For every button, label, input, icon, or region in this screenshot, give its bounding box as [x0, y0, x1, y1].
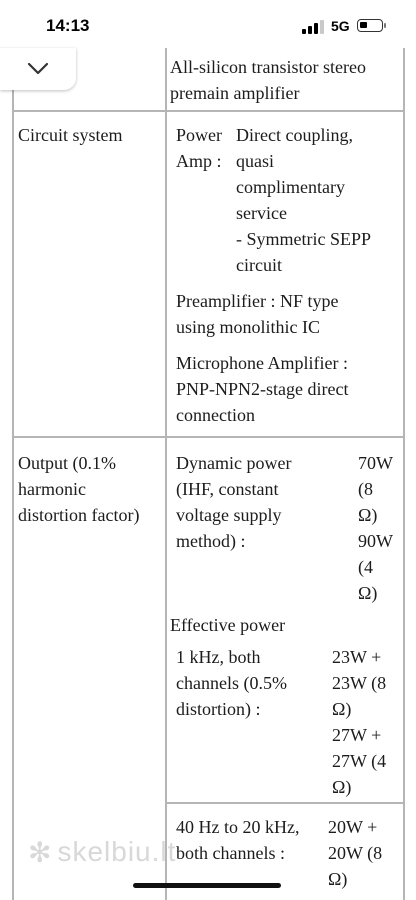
table-border-left: [12, 48, 14, 900]
range-label: both channels :: [176, 843, 285, 863]
dynamic-power-value: (8: [358, 479, 373, 499]
one-khz-value: 27W (4: [332, 751, 387, 771]
preamp-line: using monolithic IC: [176, 317, 320, 337]
one-khz-label: distortion) :: [176, 699, 261, 719]
power-amp-line: complimentary: [236, 177, 345, 197]
table-subrow-divider: [165, 802, 404, 804]
table-row-divider: [12, 110, 404, 112]
power-amp-line: Direct coupling,: [236, 125, 353, 145]
power-amp-line: - Symmetric SEPP: [236, 229, 372, 249]
status-time: 14:13: [46, 16, 90, 35]
one-khz-value: 27W +: [332, 725, 382, 745]
power-amp-line: quasi: [236, 151, 274, 171]
power-amp-prefix: Amp :: [176, 151, 222, 171]
home-indicator[interactable]: [133, 883, 281, 888]
one-khz-value: Ω): [332, 777, 352, 797]
preamp-line: Preamplifier : NF type: [176, 291, 339, 311]
one-khz-value: 23W (8: [332, 673, 387, 693]
mic-amp-line: PNP-NPN2-stage direct: [176, 379, 349, 399]
output-label-line: distortion factor): [18, 505, 140, 525]
watermark-text: skelbiu.lt: [57, 836, 177, 867]
mic-amp-line: Microphone Amplifier :: [176, 353, 348, 373]
spec-table: [8, 48, 404, 900]
power-amp-line: circuit: [236, 255, 282, 275]
table-row-divider: [12, 436, 404, 438]
collapse-button[interactable]: [0, 48, 76, 90]
network-type: 5G: [331, 18, 350, 34]
one-khz-value: Ω): [332, 699, 352, 719]
table-border-right: [403, 48, 405, 900]
effective-power-title: Effective power: [170, 615, 286, 635]
snowflake-icon: ✻: [28, 836, 52, 868]
output-label-line: harmonic: [18, 479, 86, 499]
one-khz-label: 1 kHz, both: [176, 647, 261, 667]
output-label-line: Output (0.1%: [18, 453, 116, 473]
amplifier-type-line: All-silicon transistor stereo: [170, 57, 366, 77]
power-amp-prefix: Power: [176, 125, 222, 145]
battery-icon: [357, 19, 383, 32]
range-label: 40 Hz to 20 kHz,: [176, 817, 300, 837]
range-value: Ω): [328, 869, 348, 889]
mic-amp-line: connection: [176, 405, 255, 425]
amplifier-type-line: premain amplifier: [170, 83, 300, 103]
dynamic-power-value: Ω): [358, 583, 378, 603]
dynamic-power-value: Ω): [358, 505, 378, 525]
dynamic-power-label: Dynamic power: [176, 453, 292, 473]
dynamic-power-label: method) :: [176, 531, 246, 551]
dynamic-power-value: 90W: [358, 531, 393, 551]
watermark: [28, 832, 176, 872]
dynamic-power-value: 70W: [358, 453, 393, 473]
one-khz-value: 23W +: [332, 647, 382, 667]
range-value: 20W +: [328, 817, 378, 837]
dynamic-power-label: voltage supply: [176, 505, 282, 525]
table-column-divider: [165, 48, 167, 900]
range-value: 20W (8: [328, 843, 383, 863]
signal-strength-icon: [302, 20, 324, 34]
dynamic-power-label: (IHF, constant: [176, 479, 279, 499]
chevron-down-icon: [27, 62, 49, 76]
one-khz-label: channels (0.5%: [176, 673, 287, 693]
circuit-system-label: Circuit system: [18, 125, 123, 145]
power-amp-line: service: [236, 203, 287, 223]
dynamic-power-value: (4: [358, 557, 373, 577]
